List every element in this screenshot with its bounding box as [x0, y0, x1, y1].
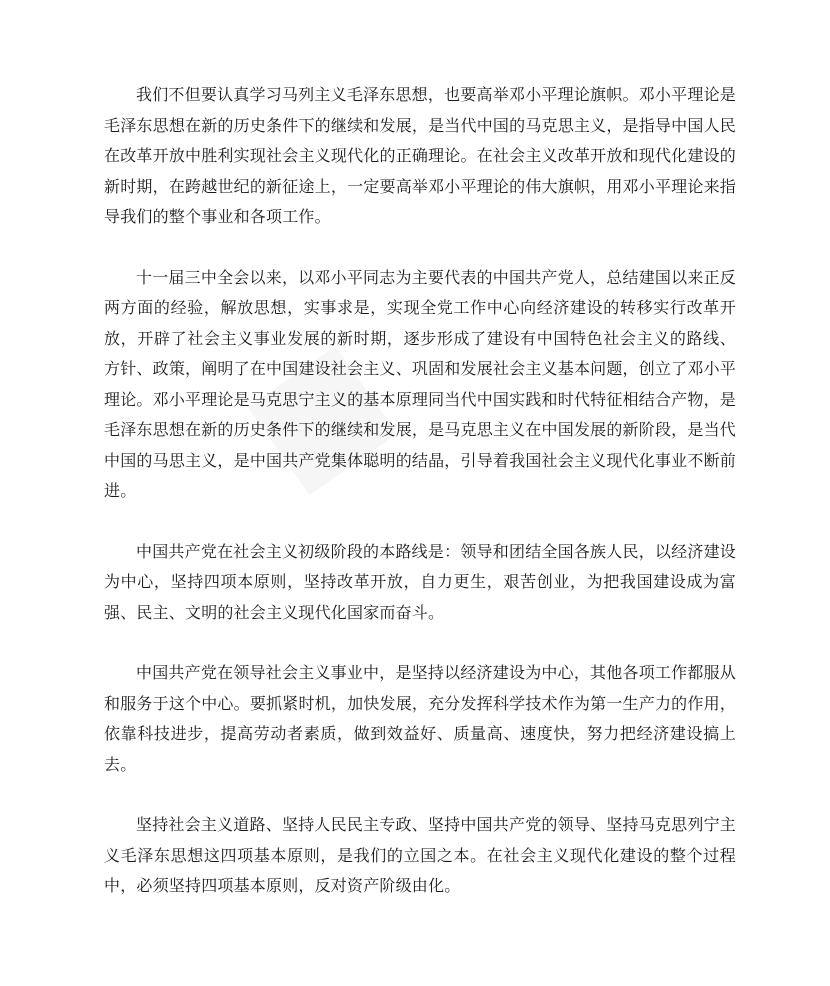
paragraph-1: 我们不但要认真学习马列主义毛泽东思想，也要高举邓小平理论旗帜。邓小平理论是毛泽东思想在新的历史条件下的继续和发展，是当代中国的马克思主义，是指导中国人民在改革开放中胜利实现社会主义现代化的正确理论。在社会主义改革开放和现代化建设的新时期，在跨越世纪的新征途上，一定要高举邓小平理论的伟大旗帜，用邓小平理论来指导我们的整个事业和各项工作。: [104, 85, 736, 226]
document-body: [104, 80, 736, 902]
paragraph-5: 坚持社会主义道路、坚持人民民主专政、坚持中国共产党的领导、坚持马克思列宁主义毛泽东思想这四项基本原则，是我们的立国之本。在社会主义现代化建设的整个过程中，必须坚持四项基本原则，反对资产阶级由化。: [104, 815, 736, 895]
paragraph-2: 十一届三中全会以来，以邓小平同志为主要代表的中国共产党人，总结建国以来正反两方面的经验，解放思想，实事求是，实现全党工作中心向经济建设的转移实行改革开放，开辟了社会主义事业发展的新时期，逐步形成了建设有中国特色社会主义的路线、 方针、政策，阐明了在中国建设社会主义、巩固和发展社会主义基本问题，创立了邓小平理论。邓小平理论是马克思宁主义的基本原理同当代中国实践和时代特征相结合产物，是毛泽东思想在新的历史条件下的继续和发展，是马克思主义在中国发展的新阶段，是当代中国的马思主义，是中国共产党集体聪明的结晶，引导着我国社会主义现代化事业不断前进。: [104, 267, 736, 500]
paragraph-3: 中国共产党在社会主义初级阶段的本路线是：领导和团结全国各族人民，以经济建设为中心，坚持四项本原则，坚持改革开放，自力更生，艰苦创业，为把我国建设成为富强、民主、文明的社会主义现代化国家而奋斗。: [104, 541, 736, 622]
paragraph-4: 中国共产党在领导社会主义事业中，是坚持以经济建设为中心，其他各项工作都服从和服务于这个中心。要抓紧时机，加快发展，充分发挥科学技术作为第一生产力的作用，依靠科技进步，提高劳动者素质，做到效益好、质量高、速度快，努力把经济建设搞上去。: [104, 663, 736, 774]
